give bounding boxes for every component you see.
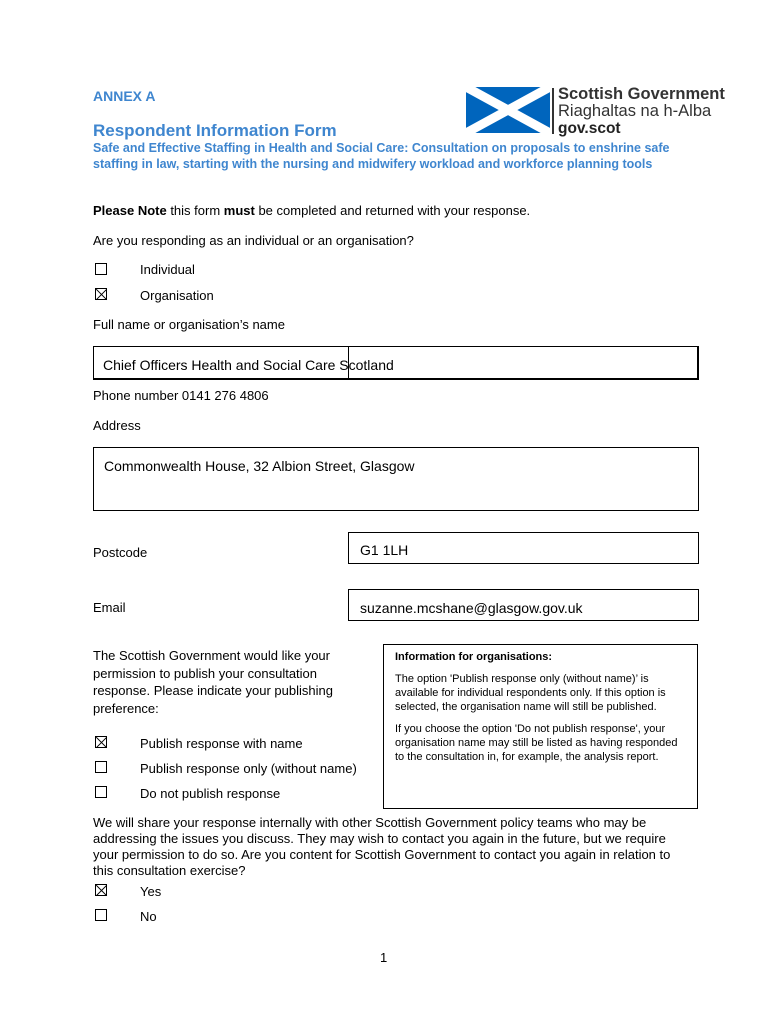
organisation-checkbox[interactable] [95,288,107,300]
organisation-label: Organisation [140,288,214,303]
publish-without-name-label: Publish response only (without name) [140,761,357,776]
saltire-flag-icon [466,87,550,133]
logo-line-2: Riaghaltas na h-Alba [558,102,712,120]
info-box-title: Information for organisations: [395,651,553,663]
do-not-publish-label: Do not publish response [140,786,281,801]
form-title: Respondent Information Form [93,121,337,140]
page-number: 1 [380,950,388,965]
phone-number: Phone number 0141 276 4806 [93,388,269,403]
name-field[interactable] [93,346,699,380]
note-bold-1: Please Note [93,203,167,218]
info-for-organisations-box [383,644,698,809]
contact-no-label: No [140,909,157,924]
note-text-2: be completed and returned with your response. [254,203,531,218]
contact-yes-label: Yes [140,884,162,899]
info-box-para-1: The option 'Publish response only (without name)’ is available for individual respondents only. If this option is selected, the organisation name will still be published. [395,673,666,713]
publish-without-name-checkbox[interactable] [95,761,107,773]
postcode-field[interactable] [348,532,699,564]
publish-question: The Scottish Government would like your permission to publish your consultation response. Please indicate your publishing preference: [93,648,333,716]
individual-label: Individual [140,262,195,277]
please-note [93,203,530,218]
do-not-publish-checkbox[interactable] [95,786,107,798]
address-value: Commonwealth House, 32 Albion Street, Glasgow [104,458,415,474]
email-field[interactable] [348,589,699,621]
contact-yes-checkbox[interactable] [95,884,107,896]
address-label: Address [93,418,141,433]
respondent-type-question: Are you responding as an individual or an organisation? [93,233,414,248]
info-box-para-2: If you choose the option 'Do not publish response', your organisation name may still be listed as having responded to the consultation in, for example, the analysis report. [395,723,678,763]
name-field-value: Chief Officers Health and Social Care Scotland [103,357,394,373]
annex-label: ANNEX A [93,88,156,104]
publish-with-name-label: Publish response with name [140,736,303,751]
contact-no-checkbox[interactable] [95,909,107,921]
individual-checkbox[interactable] [95,263,107,275]
postcode-value: G1 1LH [360,542,409,558]
address-field[interactable] [93,447,699,511]
logo-line-3: gov.scot [558,120,621,137]
note-text-1: this form [166,203,224,218]
note-bold-2: must [223,203,255,218]
email-value: suzanne.mcshane@glasgow.gov.uk [360,600,583,616]
consultation-subtitle: Safe and Effective Staffing in Health and Social Care: Consultation on proposals to enshrine safe staffing in law, starting with the nursing and midwifery workload and workforce planning tools [93,141,670,171]
scottish-government-logo [558,86,725,137]
publish-with-name-checkbox[interactable] [95,736,107,748]
logo-line-1: Scottish Government [558,85,725,103]
logo-divider [552,88,554,134]
name-field-label: Full name or organisation’s name [93,317,285,332]
email-label: Email [93,600,126,615]
postcode-label: Postcode [93,545,148,560]
contact-question: We will share your response internally with other Scottish Government policy teams who may be addressing the issues you discuss. They may wish to contact you again in the future, but we require your permission to do so. Are you content for Scottish Government to contact you again in relation to this consultation exercise? [93,815,671,878]
